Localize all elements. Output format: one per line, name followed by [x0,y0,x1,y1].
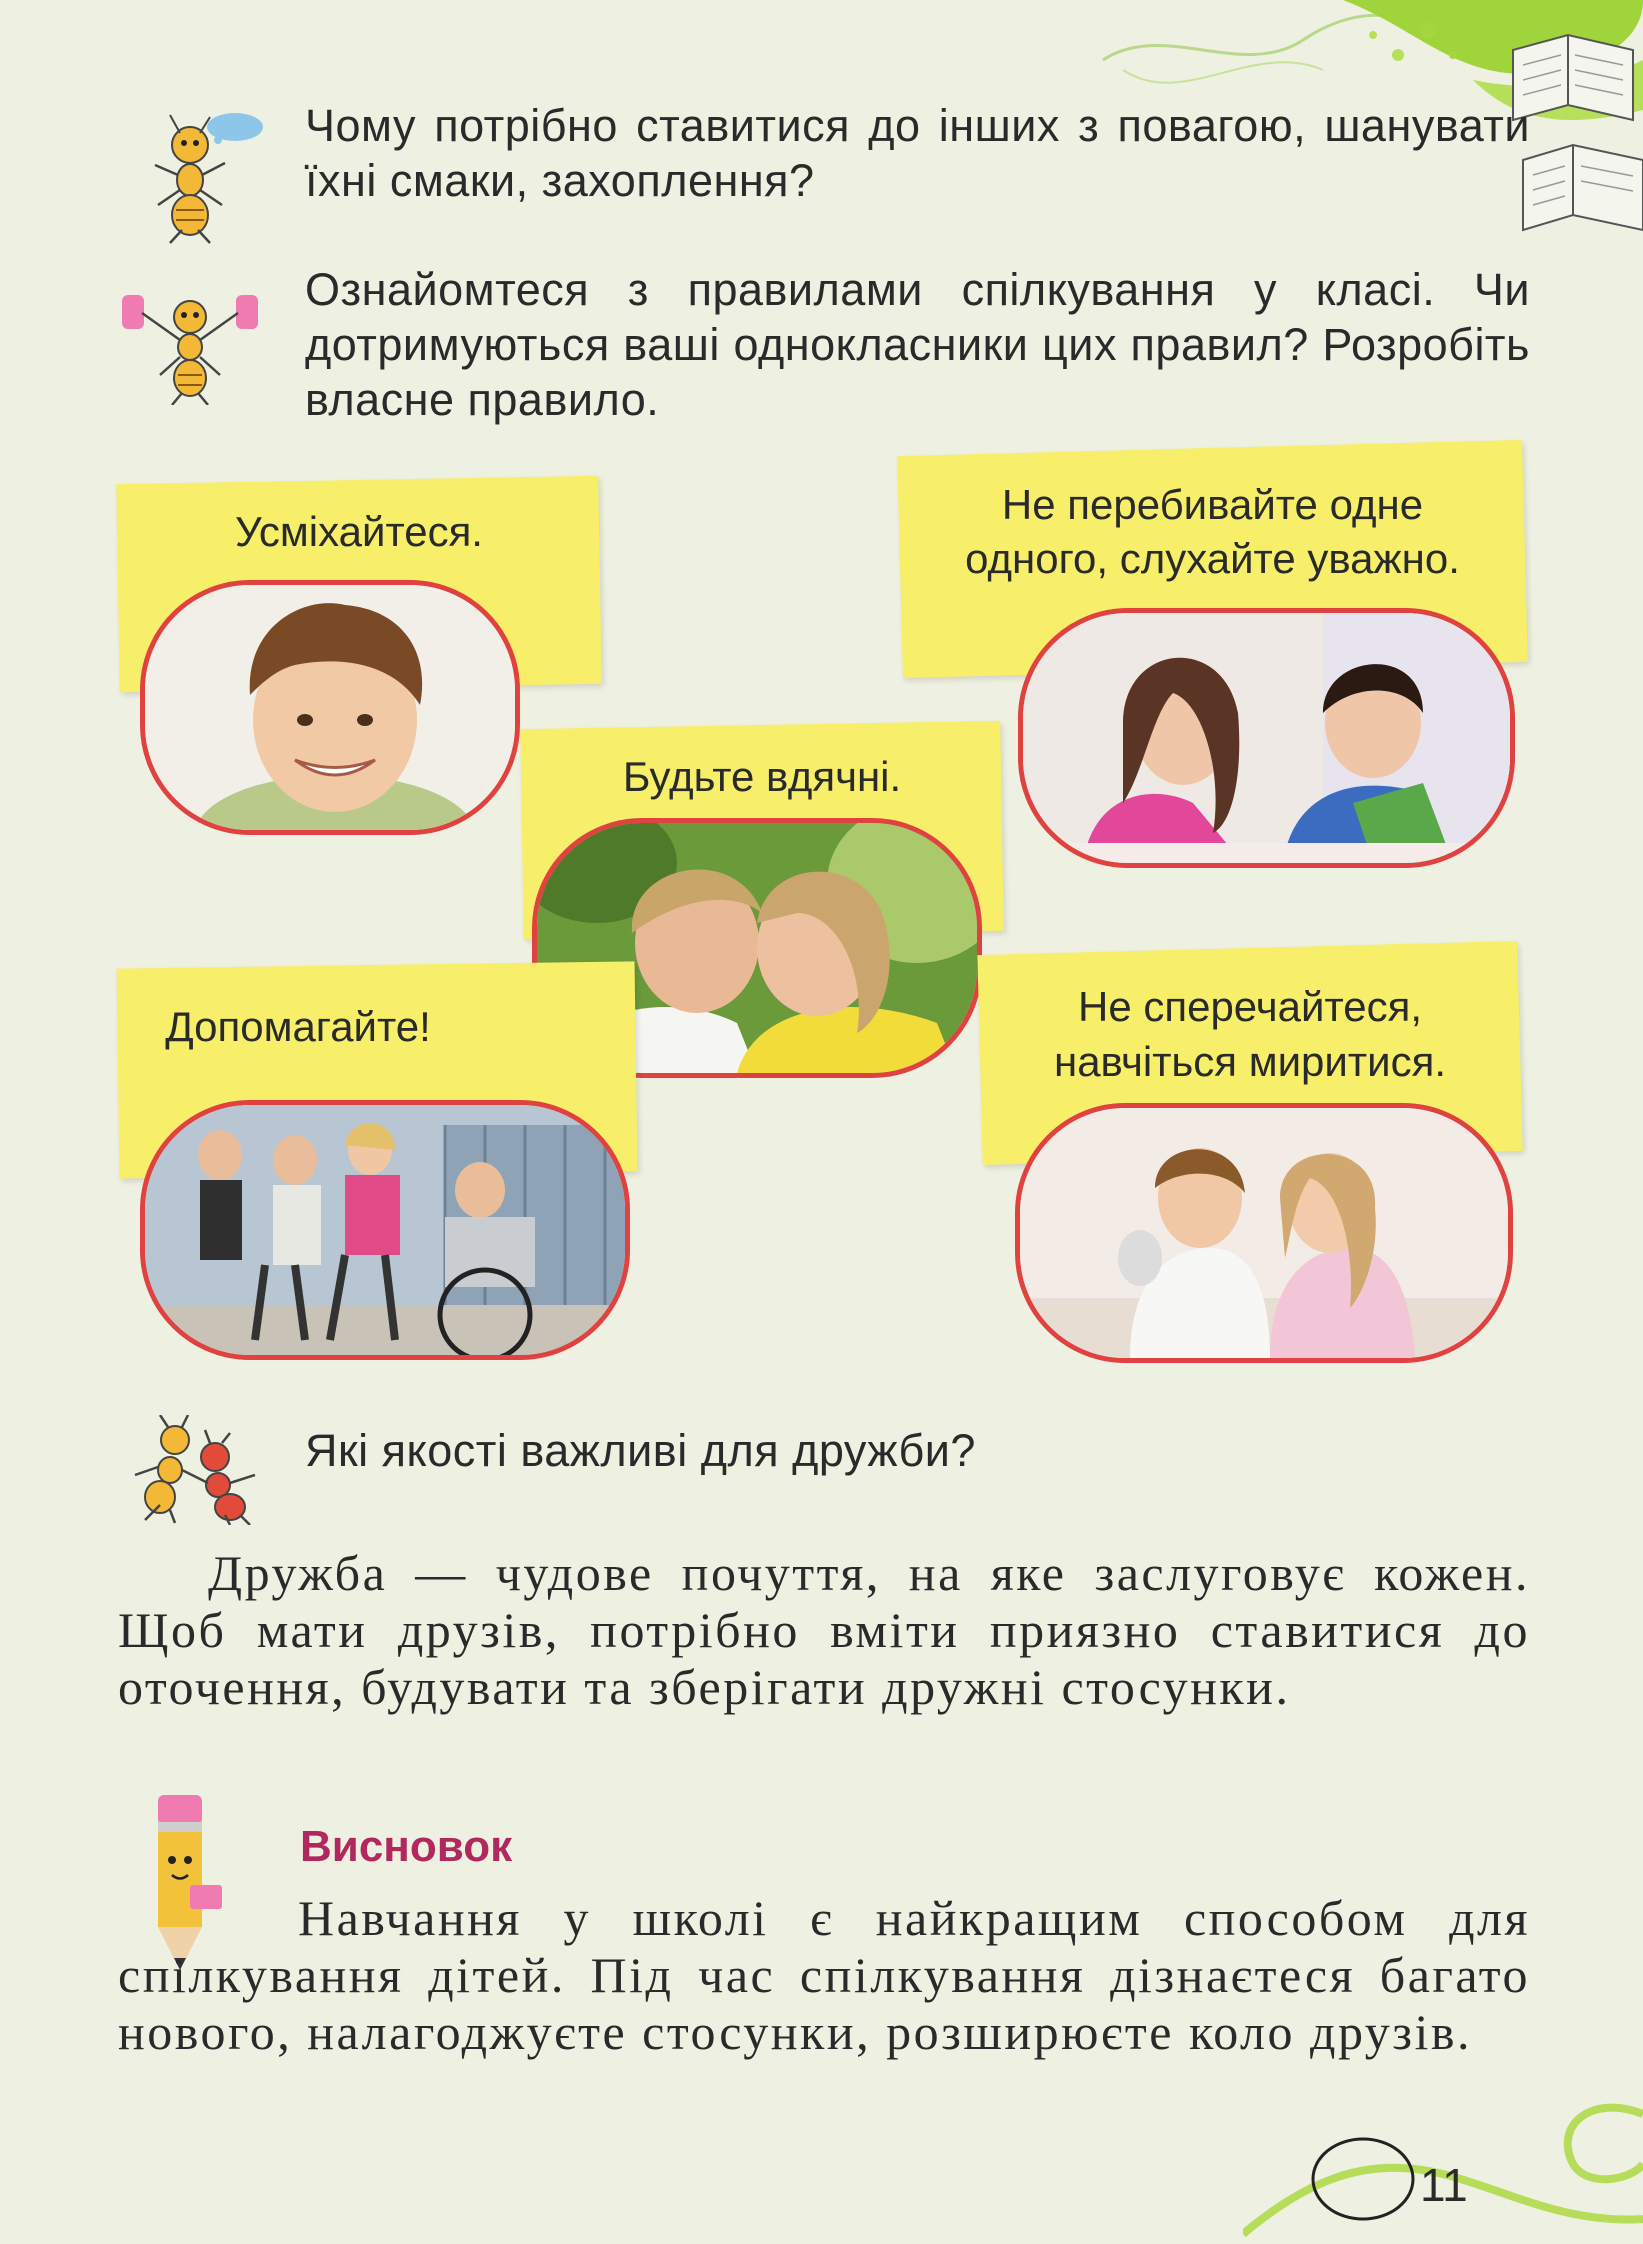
rule-dont-argue-line1: Не сперечайтеся, [1077,983,1423,1030]
ant-exercise-icon [120,285,260,405]
page-number: 11 [1420,2159,1468,2211]
rule-help-label: Допомагайте! [165,1003,431,1050]
photo-smiling-boy [140,580,520,835]
friendship-text: Дружба — чудове почуття, на яке заслуговує кожен. Щоб мати друзів, потрібно вміти приязно ставитися до оточення, будувати та зберігати дружні стосунки. [118,1545,1530,1715]
conclusion-title: Висновок [300,1822,513,1871]
rule-dont-interrupt-line1: Не перебивайте одне [1001,481,1424,528]
photo-children-quarrel [1015,1103,1513,1363]
ant-thinking-icon [140,105,270,245]
friendship-paragraph [118,1545,1530,1716]
rule-dont-argue-line2: навчіться миритися. [1054,1038,1446,1085]
rule-dont-interrupt-line2: одного, слухайте уважно. [965,535,1460,582]
photo-children-talking [1018,608,1515,868]
rule-smile-label: Усміхайтеся. [235,508,483,555]
rule-be-grateful-label: Будьте вдячні. [622,753,902,800]
question-respect: Чому потрібно ставитися до інших з повагою, шанувати їхні смаки, захоплення? [305,100,1530,206]
ants-friends-icon [130,1415,260,1525]
question-class-rules: Ознайомтеся з правилами спілкування у класі. Чи дотримуються ваші однокласники цих правил? Розробіть власне правило. [305,264,1530,425]
question-friendship-qualities: Які якості важливі для дружби? [305,1425,976,1476]
photo-children-helping [140,1100,630,1360]
conclusion-text: Навчання у школі є найкращим способом для спілкування дітей. Під час спілкування дізнаєтеся багато нового, налагоджуєте стосунки, розширюєте коло друзів. [118,1890,1530,2060]
